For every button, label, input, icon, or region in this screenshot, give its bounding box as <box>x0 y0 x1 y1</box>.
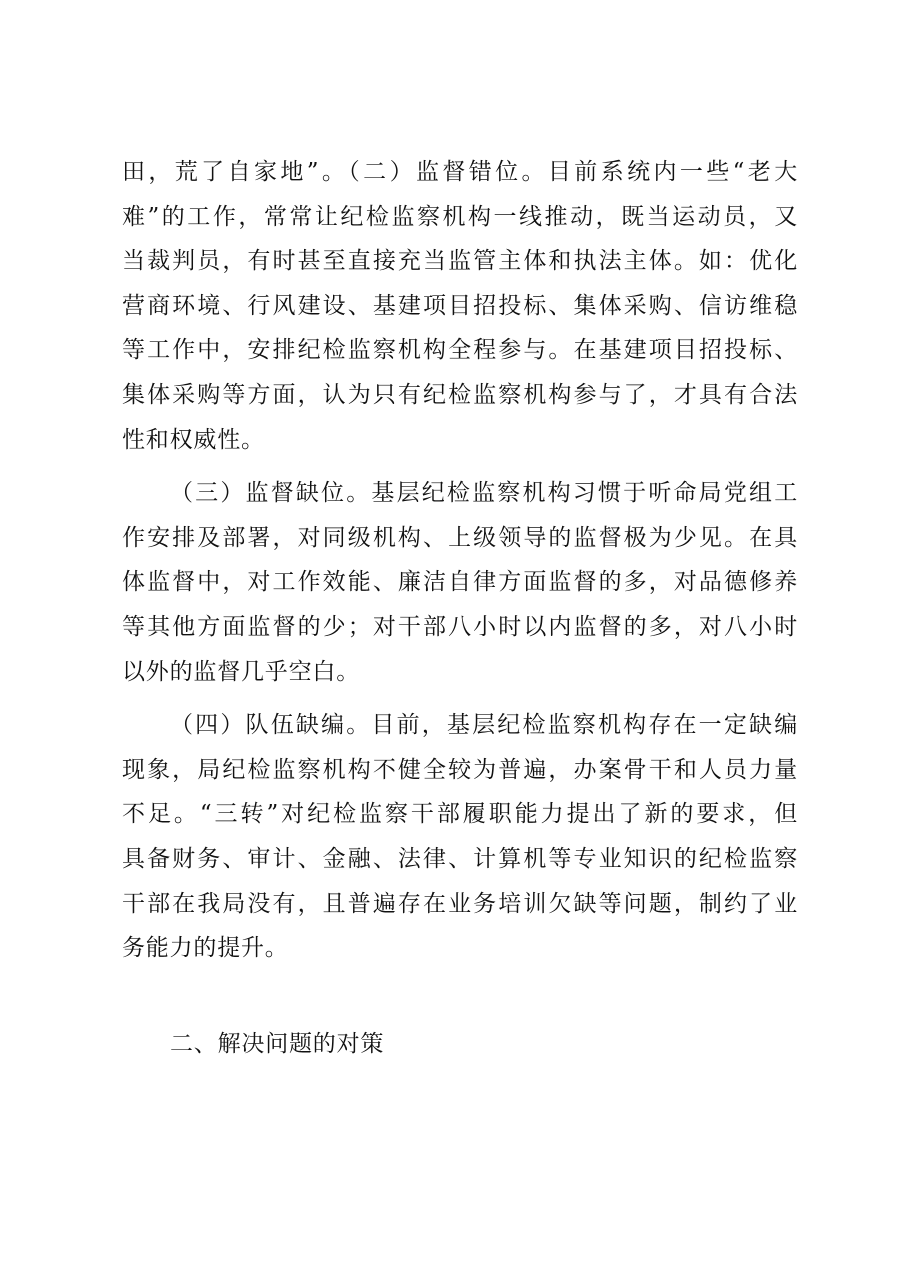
text-line: 田，荒了自家地”。（二）监督错位。目前系统内一些“老大 <box>122 159 798 185</box>
text-line: 等其他方面监督的少；对干部八小时以内监督的多，对八小时 <box>122 613 798 640</box>
paragraph-staff-shortage <box>122 703 798 971</box>
text-line: 营商环境、行风建设、基建项目招投标、集体采购、信访维稳 <box>122 292 798 319</box>
text-line: 当裁判员，有时甚至直接充当监管主体和执法主体。如：优化 <box>122 248 798 275</box>
section-heading: 二、解决问题的对策 <box>170 1031 385 1057</box>
text-line: 不足。“三转”对纪检监察干部履职能力提出了新的要求，但 <box>122 801 798 828</box>
paragraph-supervision-misplaced <box>122 150 798 462</box>
text-line: （四）队伍缺编。目前，基层纪检监察机构存在一定缺编 <box>170 712 798 739</box>
text-line: 难”的工作，常常让纪检监察机构一线推动，既当运动员，又 <box>122 203 798 230</box>
text-line: 等工作中，安排纪检监察机构全程参与。在基建项目招投标、 <box>122 337 798 364</box>
text-line: 以外的监督几乎空白。 <box>122 658 360 685</box>
paragraph-supervision-absent <box>122 471 798 694</box>
text-line: 作安排及部署，对同级机构、上级领导的监督极为少见。在具 <box>122 524 798 551</box>
text-line: 现象，局纪检监察机构不健全较为普遍，办案骨干和人员力量 <box>122 756 798 783</box>
text-line: 具备财务、审计、金融、法律、计算机等专业知识的纪检监察 <box>122 845 798 872</box>
text-line: 集体采购等方面，认为只有纪检监察机构参与了，才具有合法 <box>122 381 798 408</box>
text-line: 性和权威性。 <box>122 426 265 453</box>
text-line: 干部在我局没有，且普遍存在业务培训欠缺等问题，制约了业 <box>122 890 798 917</box>
text-line: （三）监督缺位。基层纪检监察机构习惯于听命局党组工 <box>170 480 798 507</box>
body-text <box>122 150 798 980</box>
text-line: 务能力的提升。 <box>122 935 289 962</box>
text-line: 体监督中，对工作效能、廉洁自律方面监督的多，对品德修养 <box>122 569 798 596</box>
